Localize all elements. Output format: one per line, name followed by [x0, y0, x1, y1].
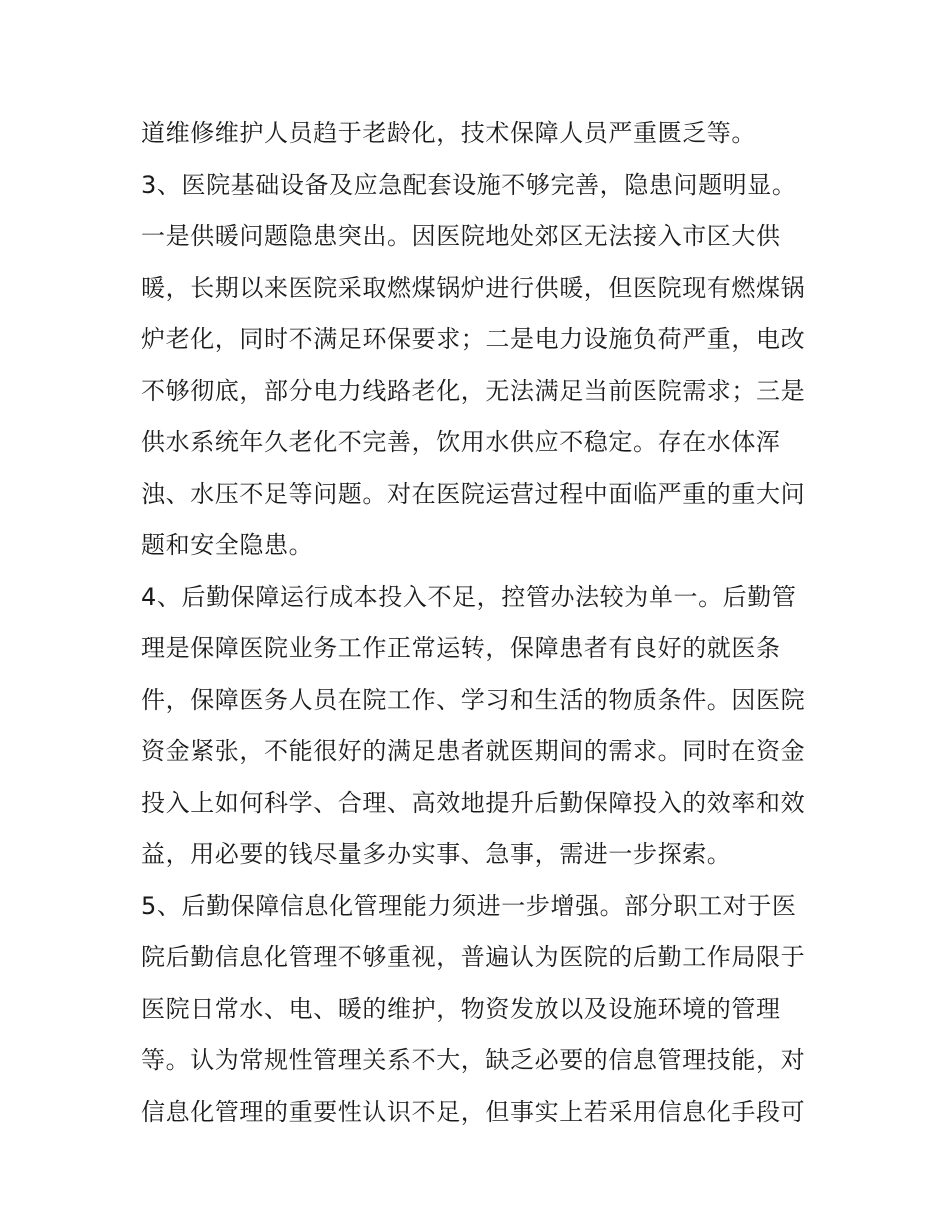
text-line: 等。认为常规性管理关系不大，缺乏必要的信息管理技能，对	[141, 1046, 806, 1074]
text-line: 浊、水压不足等问题。对在医院运营过程中面临严重的重大问	[141, 479, 806, 508]
text-line: 件，保障医务人员在院工作、学习和生活的物质条件。因医院	[141, 685, 806, 714]
text-line: 暖，长期以来医院采取燃煤锅炉进行供暖，但医院现有燃煤锅	[141, 273, 806, 302]
text-line: 不够彻底，部分电力线路老化，无法满足当前医院需求；三是	[141, 376, 806, 405]
text-line: 医院日常水、电、暖的维护，物资发放以及设施环境的管理	[141, 994, 781, 1023]
text-line: 投入上如何科学、合理、高效地提升后勤保障投入的效率和效	[141, 788, 806, 817]
text-line: 信息化管理的重要性认识不足，但事实上若采用信息化手段可	[141, 1097, 806, 1126]
text-line: 供水系统年久老化不完善，饮用水供应不稳定。存在水体浑	[141, 428, 781, 456]
body-text	[141, 108, 821, 1138]
text-line: 题和安全隐患。	[141, 531, 314, 559]
text-line: 一是供暖问题隐患突出。因医院地处郊区无法接入市区大供	[141, 222, 781, 250]
text-line: 4、后勤保障运行成本投入不足，控管办法较为单一。后勤管	[141, 582, 797, 611]
text-line: 理是保障医院业务工作正常运转，保障患者有良好的就医条	[141, 634, 781, 662]
text-line: 道维修维护人员趋于老龄化，技术保障人员严重匮乏等。	[141, 119, 756, 147]
text-line: 益，用必要的钱尽量多办实事、急事，需进一步探索。	[141, 840, 732, 868]
text-line: 炉老化，同时不满足环保要求；二是电力设施负荷严重，电改	[141, 325, 806, 353]
text-line: 3、医院基础设备及应急配套设施不够完善，隐患问题明显。	[141, 170, 797, 199]
text-line: 资金紧张，不能很好的满足患者就医期间的需求。同时在资金	[141, 737, 806, 765]
text-line: 5、后勤保障信息化管理能力须进一步增强。部分职工对于医	[141, 891, 797, 920]
text-line: 院后勤信息化管理不够重视，普遍认为医院的后勤工作局限于	[141, 943, 806, 971]
